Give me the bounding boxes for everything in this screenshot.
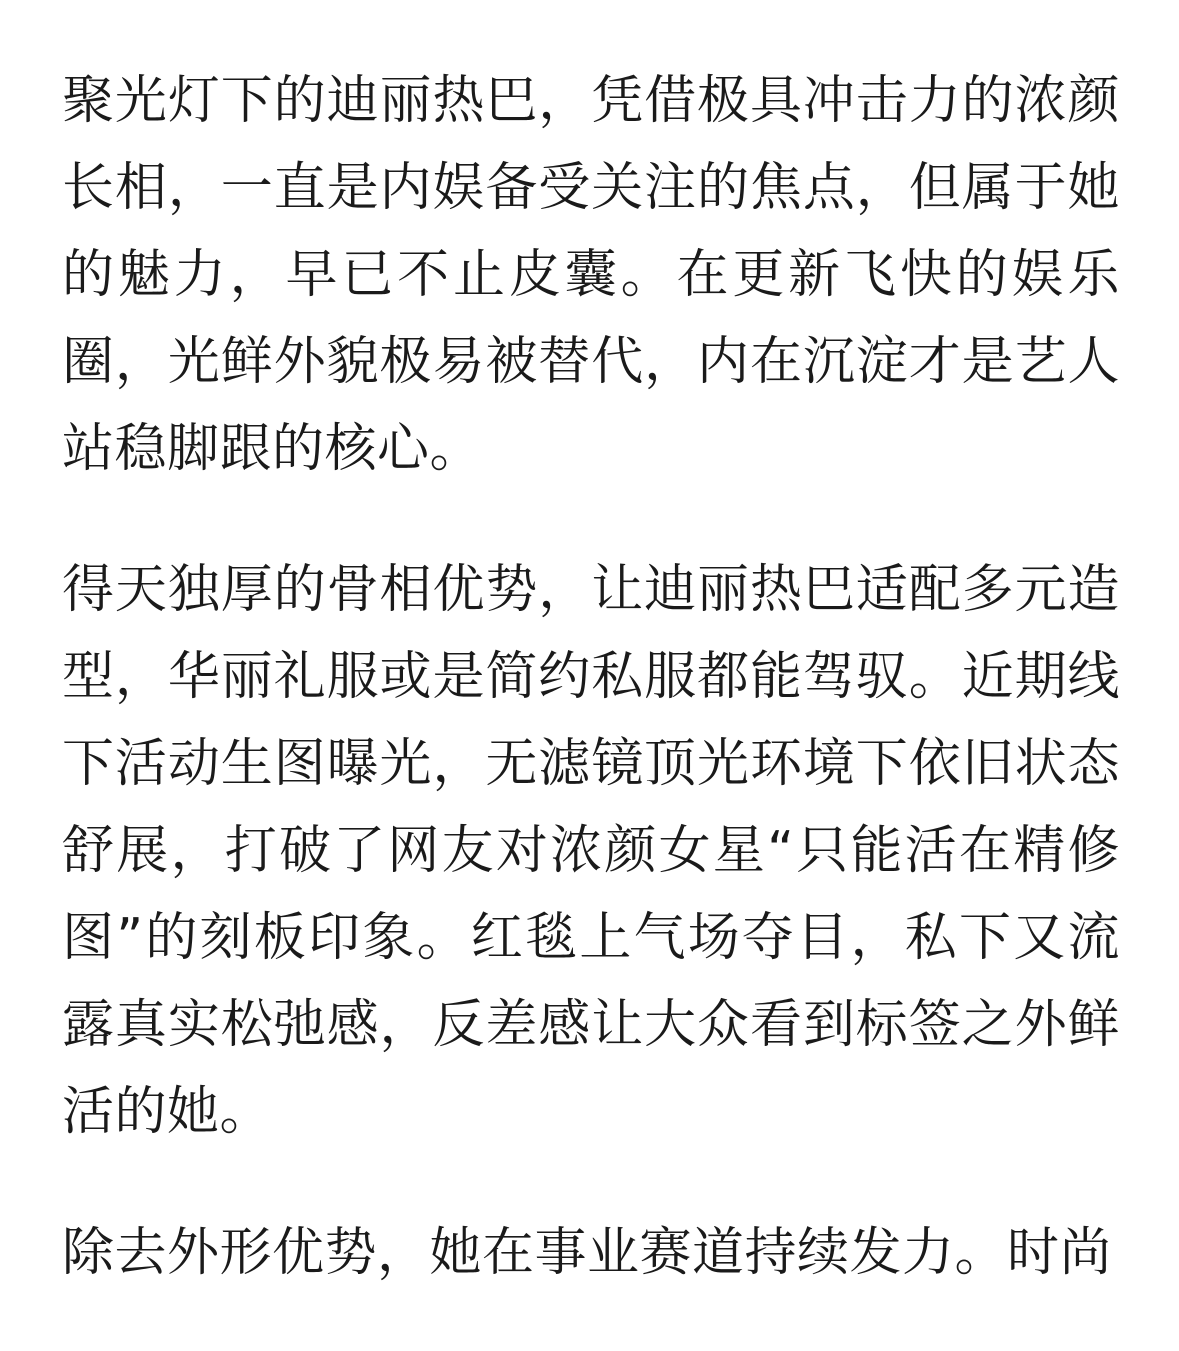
article-body (62, 58, 1120, 1351)
article-paragraph-1: 聚光灯下的迪丽热巴，凭借极具冲击力的浓颜长相，一直是内娱备受关注的焦点，但属于她的魅力，早已不止皮囊。在更新飞快的娱乐圈，光鲜外貌极易被替代，内在沉淀才是艺人站稳脚跟的核心。 (62, 71, 1120, 479)
article-paragraph-3: 除去外形优势，她在事业赛道持续发力。时尚 (62, 1223, 1113, 1283)
article-paragraph-2: 得天独厚的骨相优势，让迪丽热巴适配多元造型，华丽礼服或是简约私服都能驾驭。近期线下活动生图曝光，无滤镜顶光环境下依旧状态舒展，打破了网友对浓颜女星“只能活在精修图”的刻板印象。红毯上气场夺目，私下又流露真实松弛感，反差感让大众看到标签之外鲜活的她。 (62, 560, 1120, 1142)
